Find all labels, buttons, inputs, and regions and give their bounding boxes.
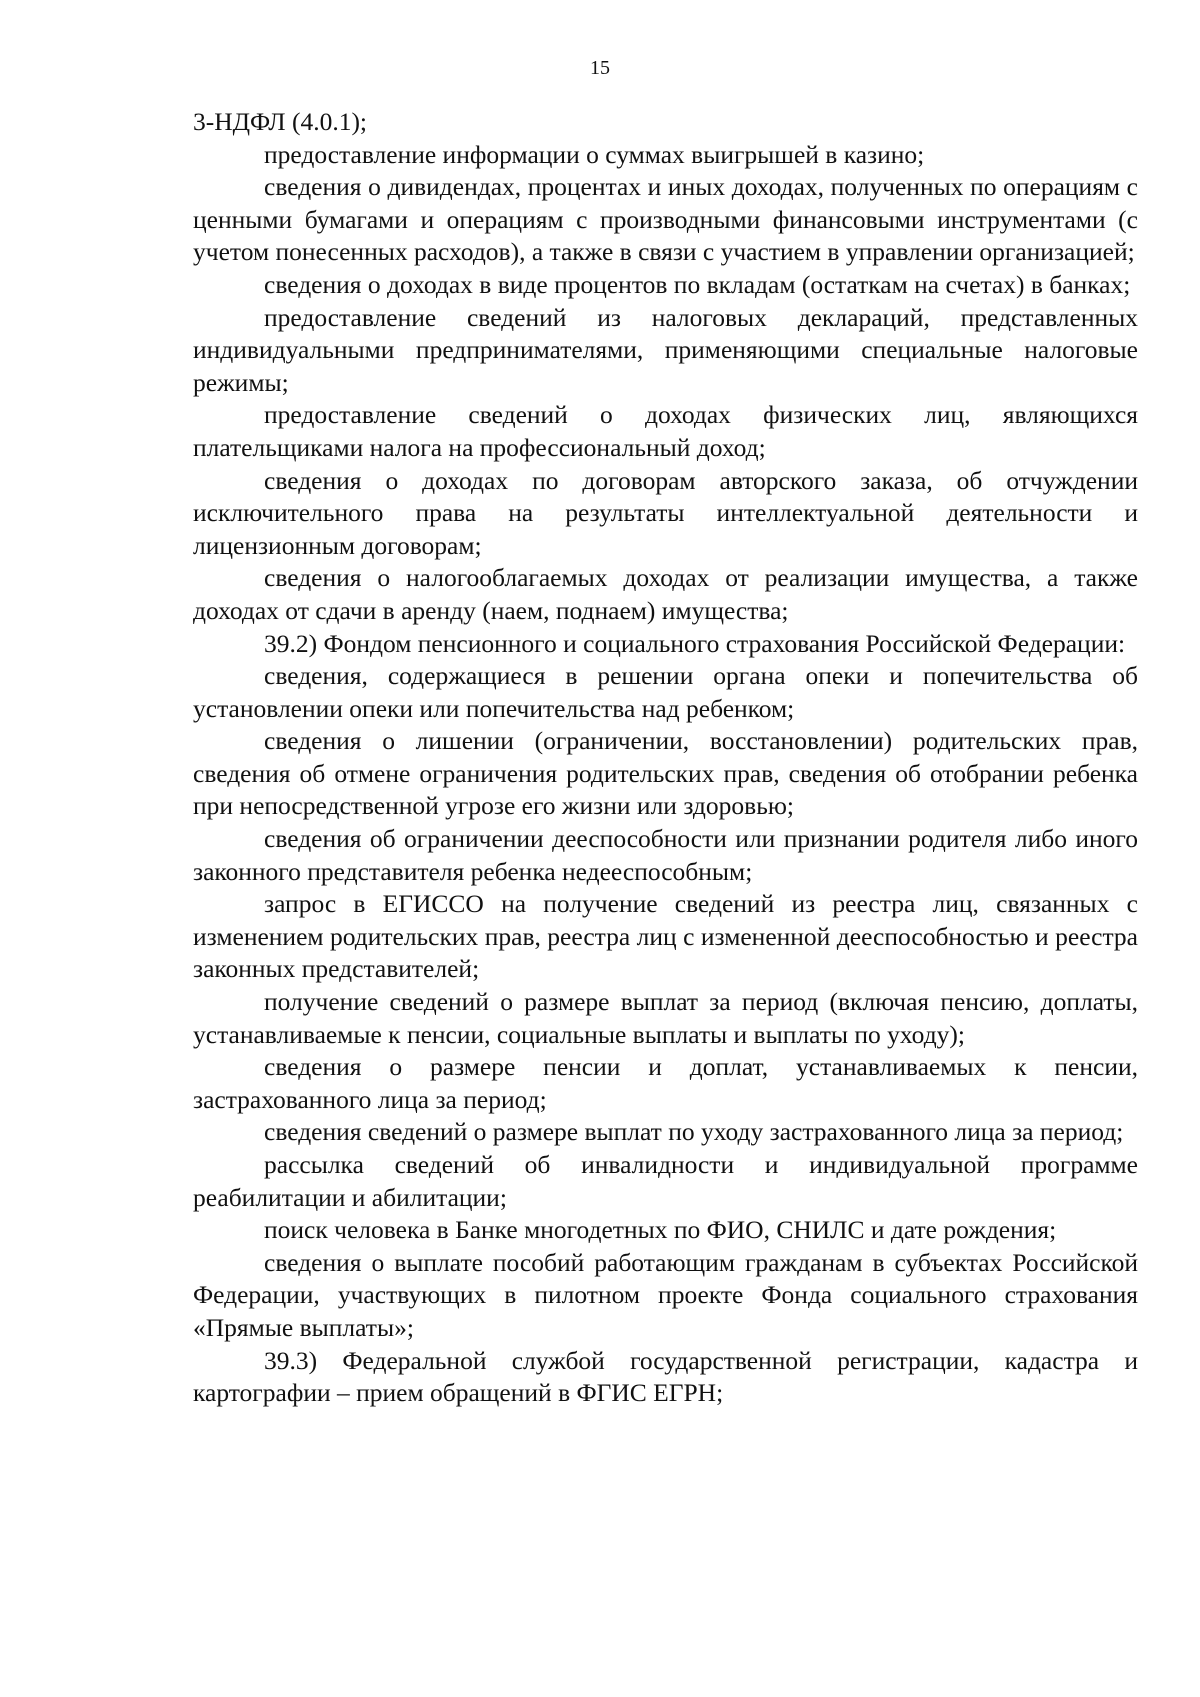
paragraph: сведения о налогооблагаемых доходах от реализации имущества, а также доходах от сдачи в аренду (наем, поднаем) имущества; bbox=[193, 563, 1138, 625]
document-body bbox=[193, 106, 1138, 1410]
page-number: 15 bbox=[590, 57, 610, 79]
paragraph: сведения о размере пенсии и доплат, устанавливаемых к пенсии, застрахованного лица за период; bbox=[193, 1052, 1138, 1114]
paragraph: сведения о лишении (ограничении, восстановлении) родительских прав, сведения об отмене ограничения родительских прав, сведения об отобрании ребенка при непосредственной угрозе его жизни или здоровью; bbox=[193, 726, 1138, 821]
paragraph: 39.2) Фондом пенсионного и социального страхования Российской Федерации: bbox=[264, 628, 1126, 658]
paragraph: сведения об ограничении дееспособности или признании родителя либо иного законного представителя ребенка недееспособным; bbox=[193, 824, 1138, 886]
paragraph: 39.3) Федеральной службой государственной регистрации, кадастра и картографии – прием обращений в ФГИС ЕГРН; bbox=[193, 1345, 1138, 1408]
paragraph: рассылка сведений об инвалидности и индивидуальной программе реабилитации и абилитации; bbox=[193, 1150, 1138, 1212]
paragraph: сведения о доходах в виде процентов по вкладам (остаткам на счетах) в банках; bbox=[264, 269, 1131, 299]
paragraph: 3-НДФЛ (4.0.1); bbox=[193, 107, 368, 136]
paragraph: сведения, содержащиеся в решении органа опеки и попечительства об установлении опеки или попечительства над ребенком; bbox=[193, 661, 1138, 723]
paragraph: поиск человека в Банке многодетных по ФИО, СНИЛС и дате рождения; bbox=[264, 1215, 1057, 1245]
paragraph: предоставление сведений о доходах физических лиц, являющихся плательщиками налога на профессиональный доход; bbox=[193, 400, 1138, 462]
paragraph: сведения о дивидендах, процентах и иных доходах, полученных по операциям с ценными бумагами и операциям с производными финансовыми инструментами (с учетом понесенных расходов), а также в связи с участием в управлении организацией; bbox=[193, 172, 1138, 267]
paragraph: получение сведений о размере выплат за период (включая пенсию, доплаты, устанавливаемые к пенсии, социальные выплаты и выплаты по уходу); bbox=[193, 987, 1138, 1049]
paragraph: сведения о доходах по договорам авторского заказа, об отчуждении исключительного права на результаты интеллектуальной деятельности и лицензионным договорам; bbox=[193, 465, 1138, 560]
paragraph: запрос в ЕГИССО на получение сведений из реестра лиц, связанных с изменением родительских прав, реестра лиц с измененной дееспособностью и реестра законных представителей; bbox=[193, 889, 1138, 984]
paragraph: сведения сведений о размере выплат по уходу застрахованного лица за период; bbox=[264, 1117, 1124, 1147]
paragraph: сведения о выплате пособий работающим гражданам в субъектах Российской Федерации, участвующих в пилотном проекте Фонда социального страхования «Прямые выплаты»; bbox=[193, 1247, 1138, 1342]
paragraph: предоставление информации о суммах выигрышей в казино; bbox=[264, 139, 925, 169]
paragraph: предоставление сведений из налоговых деклараций, представленных индивидуальными предпринимателями, применяющими специальные налоговые режимы; bbox=[193, 302, 1138, 397]
